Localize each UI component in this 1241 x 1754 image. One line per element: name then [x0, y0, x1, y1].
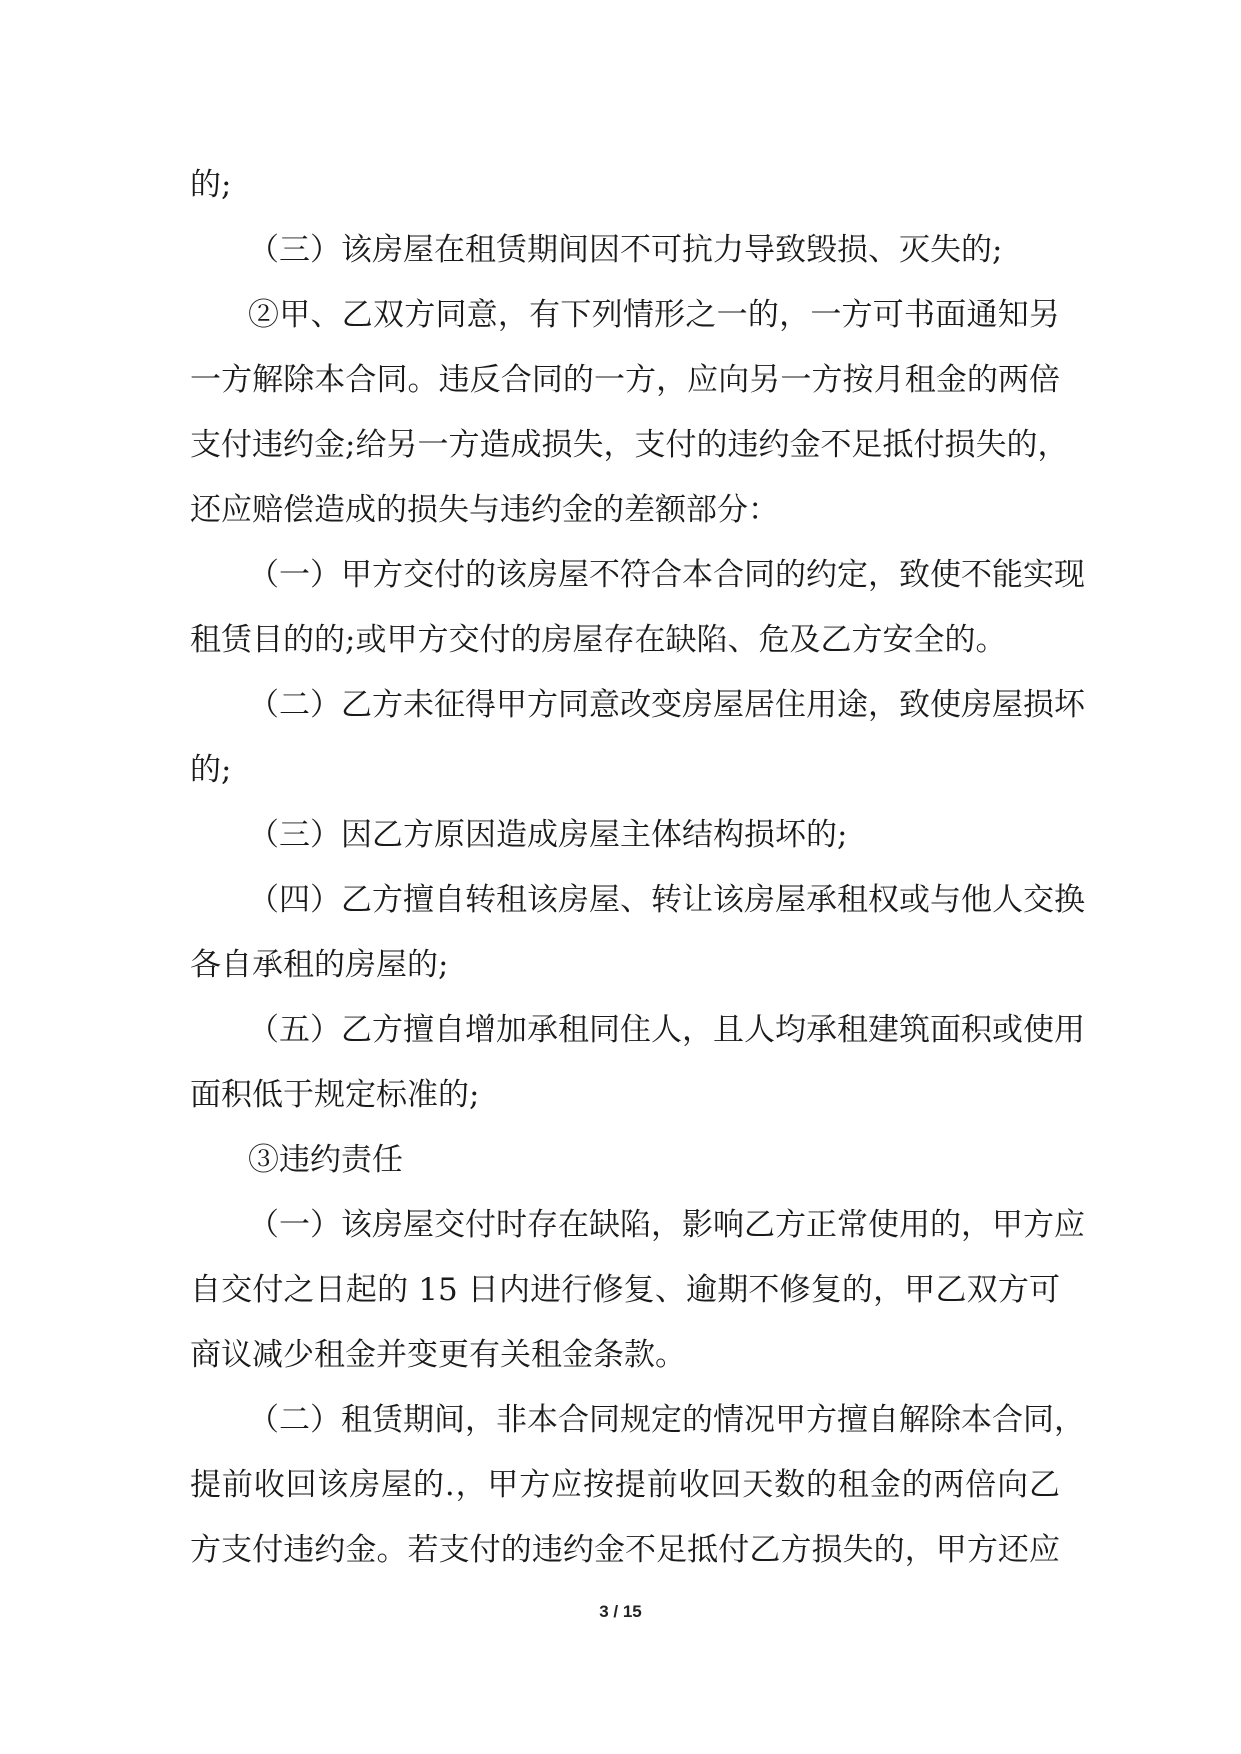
text-line: 方支付违约金。若支付的违约金不足抵付乙方损失的，甲方还应: [190, 1532, 1060, 1568]
text-line: 提前收回该房屋的.，甲方应按提前收回天数的租金的两倍向乙: [190, 1467, 1060, 1503]
text-line: （三）该房屋在租赁期间因不可抗力导致毁损、灭失的;: [248, 232, 1003, 268]
page-number: 3 / 15: [599, 1602, 642, 1621]
text-line: 各自承租的房屋的;: [190, 947, 449, 983]
text-line: （一）该房屋交付时存在缺陷，影响乙方正常使用的，甲方应: [248, 1207, 1085, 1243]
text-line: 租赁目的的;或甲方交付的房屋存在缺陷、危及乙方安全的。: [190, 622, 1007, 658]
text-line: （二）乙方未征得甲方同意改变房屋居住用途，致使房屋损坏: [248, 687, 1085, 723]
text-line: （五）乙方擅自增加承租同住人，且人均承租建筑面积或使用: [248, 1012, 1085, 1048]
text-line: 面积低于规定标准的;: [190, 1077, 480, 1113]
text-line: 支付违约金;给另一方造成损失，支付的违约金不足抵付损失的，: [190, 427, 1069, 463]
section-heading: ③违约责任: [248, 1142, 403, 1178]
text-line: （四）乙方擅自转租该房屋、转让该房屋承租权或与他人交换: [248, 882, 1085, 918]
text-line: 自交付之日起的 15 日内进行修复、逾期不修复的，甲乙双方可: [190, 1272, 1060, 1308]
text-line: （二）租赁期间，非本合同规定的情况甲方擅自解除本合同，: [248, 1402, 1085, 1438]
text-line: 还应赔偿造成的损失与违约金的差额部分：: [190, 492, 779, 528]
text-line: 的;: [190, 167, 232, 203]
text-line: 的;: [190, 752, 232, 788]
text-line: ②甲、乙双方同意，有下列情形之一的，一方可书面通知另: [248, 297, 1060, 333]
text-line: 商议减少租金并变更有关租金条款。: [190, 1337, 686, 1373]
text-line: （三）因乙方原因造成房屋主体结构损坏的;: [248, 817, 848, 853]
text-line: 一方解除本合同。违反合同的一方，应向另一方按月租金的两倍: [190, 362, 1060, 398]
text-line: （一）甲方交付的该房屋不符合本合同的约定，致使不能实现: [248, 557, 1085, 593]
